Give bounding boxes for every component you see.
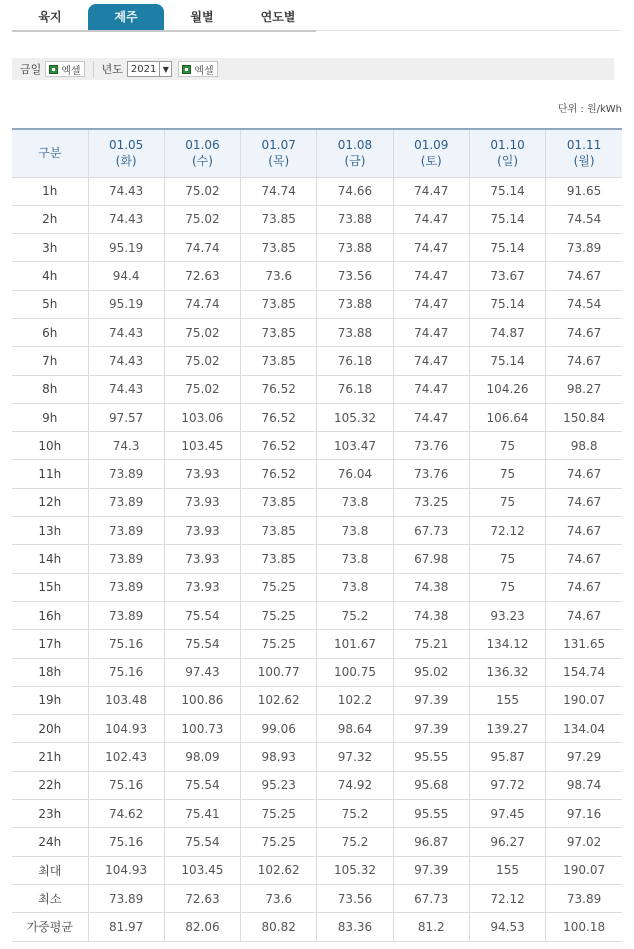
table-row <box>12 234 622 262</box>
today-excel-button[interactable] <box>45 61 84 77</box>
table-row <box>12 375 622 403</box>
date-header-date: 01.05 <box>108 138 144 153</box>
price-cell: 96.87 <box>393 828 469 856</box>
date-header-date: 01.10 <box>490 138 525 153</box>
price-cell: 98.27 <box>546 375 622 403</box>
price-cell: 97.16 <box>546 800 622 828</box>
table-row <box>12 856 622 884</box>
price-cell: 97.72 <box>469 771 545 799</box>
price-cell: 97.32 <box>317 743 393 771</box>
table-row <box>12 715 622 743</box>
table-row <box>12 828 622 856</box>
price-cell: 75.16 <box>88 828 164 856</box>
price-cell: 74.67 <box>546 517 622 545</box>
price-cell: 75.2 <box>317 601 393 629</box>
price-cell: 95.87 <box>469 743 545 771</box>
price-cell: 73.8 <box>317 573 393 601</box>
price-cell: 76.52 <box>241 460 317 488</box>
price-cell: 76.52 <box>241 375 317 403</box>
row-label: 7h <box>12 347 88 375</box>
tab-yearly[interactable]: 연도별 <box>260 10 296 24</box>
row-label: 12h <box>12 488 88 516</box>
row-label: 11h <box>12 460 88 488</box>
row-label: 가중평균 <box>12 913 88 941</box>
price-cell: 97.39 <box>393 715 469 743</box>
table-row <box>12 403 622 431</box>
price-cell: 95.23 <box>241 771 317 799</box>
price-cell: 73.6 <box>241 262 317 290</box>
price-cell: 97.45 <box>469 800 545 828</box>
price-cell: 103.06 <box>164 403 240 431</box>
price-cell: 75.02 <box>164 177 240 205</box>
price-cell: 76.18 <box>317 347 393 375</box>
price-cell: 75.25 <box>241 573 317 601</box>
date-header-day: (월) <box>573 154 595 169</box>
row-label: 21h <box>12 743 88 771</box>
price-cell: 103.48 <box>88 686 164 714</box>
price-cell: 73.89 <box>88 884 164 912</box>
corner-header: 구분 <box>12 129 88 177</box>
date-header-day: (화) <box>115 154 137 169</box>
price-cell: 75 <box>469 488 545 516</box>
price-cell: 74.67 <box>546 545 622 573</box>
table-row <box>12 347 622 375</box>
row-label: 5h <box>12 290 88 318</box>
price-cell: 97.39 <box>393 686 469 714</box>
price-cell: 99.06 <box>241 715 317 743</box>
price-cell: 75.14 <box>469 290 545 318</box>
table-row <box>12 913 622 941</box>
toolbar <box>12 58 622 80</box>
price-cell: 73.8 <box>317 545 393 573</box>
row-label: 3h <box>12 234 88 262</box>
price-cell: 74.62 <box>88 800 164 828</box>
price-cell: 73.6 <box>241 884 317 912</box>
excel-button-label: 엑셀 <box>61 65 81 77</box>
chevron-down-icon: ▼ <box>159 62 171 76</box>
price-cell: 96.27 <box>469 828 545 856</box>
row-label: 18h <box>12 658 88 686</box>
price-cell: 74.47 <box>393 375 469 403</box>
date-header <box>546 129 622 177</box>
price-cell: 73.93 <box>164 573 240 601</box>
price-cell: 73.88 <box>317 290 393 318</box>
date-header-date: 01.06 <box>185 138 220 153</box>
price-cell: 75.02 <box>164 318 240 346</box>
price-cell: 75.54 <box>164 828 240 856</box>
price-cell: 95.68 <box>393 771 469 799</box>
price-cell: 94.4 <box>88 262 164 290</box>
price-cell: 75.14 <box>469 205 545 233</box>
price-cell: 75.25 <box>241 800 317 828</box>
price-cell: 102.2 <box>317 686 393 714</box>
price-cell: 75.21 <box>393 630 469 658</box>
row-label: 6h <box>12 318 88 346</box>
price-cell: 105.32 <box>317 403 393 431</box>
price-cell: 74.47 <box>393 234 469 262</box>
price-cell: 74.54 <box>546 290 622 318</box>
date-header-date: 01.09 <box>414 138 449 153</box>
price-cell: 97.29 <box>546 743 622 771</box>
price-cell: 74.74 <box>241 177 317 205</box>
row-label: 10h <box>12 432 88 460</box>
price-cell: 75 <box>469 460 545 488</box>
year-label: 년도 <box>101 63 123 76</box>
price-cell: 155 <box>469 856 545 884</box>
year-select-value: 2021 <box>130 63 157 75</box>
price-cell: 100.75 <box>317 658 393 686</box>
price-cell: 73.76 <box>393 432 469 460</box>
price-cell: 97.57 <box>88 403 164 431</box>
price-cell: 97.02 <box>546 828 622 856</box>
price-cell: 73.85 <box>241 290 317 318</box>
price-cell: 73.93 <box>164 517 240 545</box>
price-cell: 131.65 <box>546 630 622 658</box>
row-label: 20h <box>12 715 88 743</box>
price-cell: 74.3 <box>88 432 164 460</box>
price-cell: 98.74 <box>546 771 622 799</box>
table-row <box>12 545 622 573</box>
price-cell: 100.73 <box>164 715 240 743</box>
year-excel-button[interactable] <box>178 61 217 77</box>
price-cell: 76.04 <box>317 460 393 488</box>
price-cell: 190.07 <box>546 856 622 884</box>
price-cell: 73.85 <box>241 234 317 262</box>
excel-icon <box>49 65 58 74</box>
row-label: 4h <box>12 262 88 290</box>
price-cell: 82.06 <box>164 913 240 941</box>
price-cell: 103.45 <box>164 856 240 884</box>
excel-button-label: 엑셀 <box>194 65 214 77</box>
price-cell: 73.93 <box>164 488 240 516</box>
price-cell: 136.32 <box>469 658 545 686</box>
date-header <box>164 129 240 177</box>
date-header-date: 01.07 <box>261 138 296 153</box>
price-cell: 97.43 <box>164 658 240 686</box>
price-cell: 73.85 <box>241 347 317 375</box>
price-cell: 73.93 <box>164 460 240 488</box>
table-body <box>12 177 622 941</box>
price-cell: 75.02 <box>164 375 240 403</box>
price-cell: 74.74 <box>164 234 240 262</box>
price-cell: 81.2 <box>393 913 469 941</box>
price-table <box>12 128 622 942</box>
price-cell: 95.02 <box>393 658 469 686</box>
price-cell: 74.47 <box>393 347 469 375</box>
price-cell: 104.93 <box>88 856 164 884</box>
price-cell: 74.43 <box>88 205 164 233</box>
price-cell: 95.19 <box>88 234 164 262</box>
tab-mainland[interactable]: 육지 <box>38 10 62 24</box>
price-cell: 75.02 <box>164 205 240 233</box>
price-cell: 75 <box>469 573 545 601</box>
price-cell: 73.89 <box>88 573 164 601</box>
price-cell: 75.25 <box>241 828 317 856</box>
price-cell: 73.89 <box>546 884 622 912</box>
price-cell: 74.67 <box>546 601 622 629</box>
price-cell: 74.38 <box>393 601 469 629</box>
price-cell: 72.12 <box>469 517 545 545</box>
table-row <box>12 488 622 516</box>
price-cell: 73.85 <box>241 488 317 516</box>
price-cell: 98.8 <box>546 432 622 460</box>
date-header <box>88 129 164 177</box>
table-row <box>12 290 622 318</box>
price-cell: 73.89 <box>88 545 164 573</box>
row-label: 23h <box>12 800 88 828</box>
price-cell: 98.09 <box>164 743 240 771</box>
price-cell: 73.88 <box>317 234 393 262</box>
row-label: 14h <box>12 545 88 573</box>
price-cell: 75.2 <box>317 828 393 856</box>
price-cell: 134.04 <box>546 715 622 743</box>
price-cell: 93.23 <box>469 601 545 629</box>
price-cell: 75.54 <box>164 630 240 658</box>
region-tabs <box>12 4 316 32</box>
price-cell: 75.16 <box>88 658 164 686</box>
price-cell: 74.66 <box>317 177 393 205</box>
row-label: 최대 <box>12 856 88 884</box>
price-cell: 74.47 <box>393 290 469 318</box>
price-cell: 74.87 <box>469 318 545 346</box>
table-row <box>12 601 622 629</box>
price-cell: 75.14 <box>469 347 545 375</box>
price-cell: 75.02 <box>164 347 240 375</box>
price-cell: 74.74 <box>164 290 240 318</box>
price-cell: 103.47 <box>317 432 393 460</box>
date-header-day: (토) <box>420 154 442 169</box>
price-cell: 100.77 <box>241 658 317 686</box>
price-cell: 76.52 <box>241 403 317 431</box>
table-row <box>12 771 622 799</box>
price-cell: 150.84 <box>546 403 622 431</box>
price-cell: 74.67 <box>546 318 622 346</box>
price-cell: 98.64 <box>317 715 393 743</box>
price-cell: 139.27 <box>469 715 545 743</box>
table-row <box>12 460 622 488</box>
price-cell: 74.67 <box>546 573 622 601</box>
row-label: 15h <box>12 573 88 601</box>
price-cell: 95.55 <box>393 800 469 828</box>
tab-monthly[interactable]: 월별 <box>190 10 214 24</box>
price-cell: 75.2 <box>317 800 393 828</box>
date-header-day: (수) <box>191 154 213 169</box>
price-cell: 74.67 <box>546 460 622 488</box>
row-label: 9h <box>12 403 88 431</box>
price-cell: 81.97 <box>88 913 164 941</box>
price-cell: 73.89 <box>88 517 164 545</box>
price-cell: 74.67 <box>546 262 622 290</box>
price-cell: 76.52 <box>241 432 317 460</box>
year-select[interactable] <box>127 61 172 77</box>
price-cell: 73.89 <box>88 460 164 488</box>
price-cell: 73.85 <box>241 205 317 233</box>
unit-label: 단위 : 원/kWh <box>557 104 622 115</box>
price-cell: 94.53 <box>469 913 545 941</box>
toolbar-divider <box>93 61 94 77</box>
date-header-date: 01.11 <box>566 138 602 153</box>
price-cell: 73.85 <box>241 517 317 545</box>
date-header <box>393 129 469 177</box>
row-label: 13h <box>12 517 88 545</box>
today-label: 금일 <box>20 63 42 76</box>
price-cell: 72.63 <box>164 262 240 290</box>
price-cell: 74.47 <box>393 318 469 346</box>
price-cell: 75.16 <box>88 630 164 658</box>
row-label: 22h <box>12 771 88 799</box>
price-cell: 75 <box>469 545 545 573</box>
price-cell: 101.67 <box>317 630 393 658</box>
table-row <box>12 884 622 912</box>
price-cell: 100.86 <box>164 686 240 714</box>
price-cell: 73.25 <box>393 488 469 516</box>
price-cell: 75.25 <box>241 630 317 658</box>
table-row <box>12 318 622 346</box>
price-cell: 104.93 <box>88 715 164 743</box>
price-cell: 67.73 <box>393 517 469 545</box>
price-cell: 75.25 <box>241 601 317 629</box>
price-cell: 91.65 <box>546 177 622 205</box>
table-row <box>12 658 622 686</box>
price-cell: 74.47 <box>393 177 469 205</box>
price-cell: 104.26 <box>469 375 545 403</box>
price-cell: 72.12 <box>469 884 545 912</box>
price-cell: 73.85 <box>241 545 317 573</box>
tabs-underline <box>316 30 622 31</box>
price-cell: 190.07 <box>546 686 622 714</box>
price-cell: 74.54 <box>546 205 622 233</box>
table-row <box>12 573 622 601</box>
table-row <box>12 177 622 205</box>
price-cell: 73.93 <box>164 545 240 573</box>
price-cell: 75.16 <box>88 771 164 799</box>
price-cell: 80.82 <box>241 913 317 941</box>
table-row <box>12 517 622 545</box>
price-cell: 105.32 <box>317 856 393 884</box>
price-cell: 73.8 <box>317 517 393 545</box>
date-header-day: (목) <box>268 154 290 169</box>
price-cell: 73.88 <box>317 205 393 233</box>
price-cell: 95.55 <box>393 743 469 771</box>
table-row <box>12 432 622 460</box>
price-cell: 72.63 <box>164 884 240 912</box>
price-cell: 73.85 <box>241 318 317 346</box>
table-row <box>12 630 622 658</box>
tab-jeju[interactable]: 제주 <box>88 4 164 30</box>
excel-icon <box>182 65 191 74</box>
price-cell: 73.88 <box>317 318 393 346</box>
price-cell: 102.43 <box>88 743 164 771</box>
price-cell: 73.89 <box>88 488 164 516</box>
price-cell: 106.64 <box>469 403 545 431</box>
row-label: 최소 <box>12 884 88 912</box>
table-row <box>12 800 622 828</box>
price-cell: 75.41 <box>164 800 240 828</box>
price-cell: 74.43 <box>88 375 164 403</box>
price-cell: 74.67 <box>546 488 622 516</box>
price-cell: 154.74 <box>546 658 622 686</box>
date-header-date: 01.08 <box>337 138 373 153</box>
price-cell: 73.89 <box>546 234 622 262</box>
date-header-day: (일) <box>497 154 519 169</box>
price-cell: 98.93 <box>241 743 317 771</box>
price-cell: 102.62 <box>241 686 317 714</box>
price-cell: 73.56 <box>317 262 393 290</box>
price-cell: 74.92 <box>317 771 393 799</box>
price-cell: 74.47 <box>393 403 469 431</box>
price-cell: 73.56 <box>317 884 393 912</box>
table-row <box>12 262 622 290</box>
price-cell: 155 <box>469 686 545 714</box>
price-cell: 74.47 <box>393 262 469 290</box>
price-cell: 100.18 <box>546 913 622 941</box>
price-cell: 73.76 <box>393 460 469 488</box>
price-cell: 74.47 <box>393 205 469 233</box>
price-cell: 74.43 <box>88 347 164 375</box>
table-row <box>12 686 622 714</box>
price-cell: 102.62 <box>241 856 317 884</box>
date-header <box>241 129 317 177</box>
row-label: 2h <box>12 205 88 233</box>
price-cell: 74.67 <box>546 347 622 375</box>
price-cell: 74.43 <box>88 318 164 346</box>
row-label: 17h <box>12 630 88 658</box>
row-label: 8h <box>12 375 88 403</box>
price-cell: 73.8 <box>317 488 393 516</box>
price-cell: 75.14 <box>469 234 545 262</box>
price-cell: 95.19 <box>88 290 164 318</box>
date-header <box>469 129 545 177</box>
price-cell: 75.54 <box>164 771 240 799</box>
table-row <box>12 205 622 233</box>
price-cell: 76.18 <box>317 375 393 403</box>
price-cell: 97.39 <box>393 856 469 884</box>
row-label: 16h <box>12 601 88 629</box>
table-row <box>12 743 622 771</box>
price-cell: 67.73 <box>393 884 469 912</box>
table-header-row <box>12 129 622 177</box>
price-cell: 74.43 <box>88 177 164 205</box>
price-cell: 103.45 <box>164 432 240 460</box>
price-cell: 134.12 <box>469 630 545 658</box>
price-cell: 75.54 <box>164 601 240 629</box>
price-cell: 74.38 <box>393 573 469 601</box>
price-cell: 67.98 <box>393 545 469 573</box>
row-label: 24h <box>12 828 88 856</box>
price-cell: 83.36 <box>317 913 393 941</box>
row-label: 1h <box>12 177 88 205</box>
price-cell: 75 <box>469 432 545 460</box>
price-cell: 73.89 <box>88 601 164 629</box>
date-header-day: (금) <box>344 154 366 169</box>
price-cell: 73.67 <box>469 262 545 290</box>
row-label: 19h <box>12 686 88 714</box>
date-header <box>317 129 393 177</box>
price-cell: 75.14 <box>469 177 545 205</box>
